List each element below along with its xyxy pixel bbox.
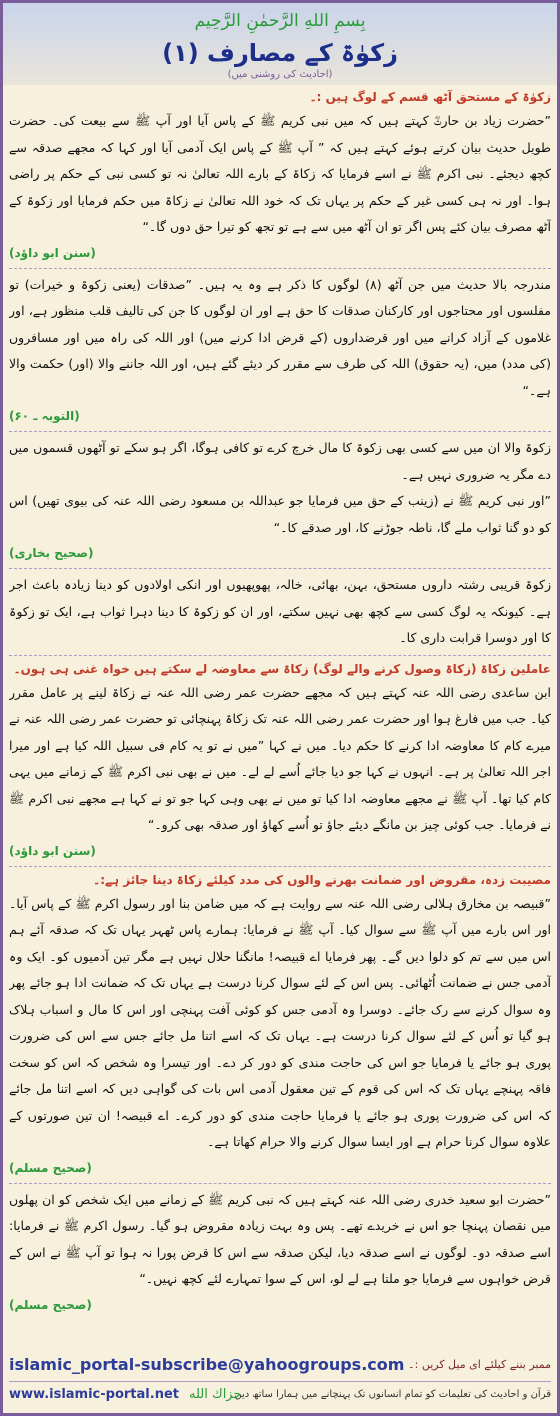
page-title: زکوٰۃ کے مصارف (۱) xyxy=(162,39,398,67)
section-heading: زکوٰۃ کے مستحق آٹھ قسم کے لوگ ہیں :۔ xyxy=(309,90,551,104)
section xyxy=(9,659,551,863)
section xyxy=(9,572,551,652)
source-reference: (صحیح مسلم) xyxy=(9,1297,92,1312)
section-divider xyxy=(9,866,551,867)
section-heading: مصیبت زدہ، مقروض اور ضمانت بھرنے والوں کی مدد کیلئے زکاۃ دینا جائز ہے:۔ xyxy=(93,872,551,887)
bismillah-heading: بِسمِ اللهِ الرَّحمٰنِ الرَّحِيم xyxy=(194,11,366,31)
paragraph: ”اور نبی کریم ﷺ نے (زینب کے حق میں فرمایا جو عبداللہ بن مسعود رضی اللہ عنہ کی بیوی تھیں) اس کو دو گنا ثواب ملے گا، ناطہ جوڑنے کا، اور صدقے کا۔“ xyxy=(9,493,551,535)
paragraph: ”قبیصہ بن مخارق ہلالی رضی اللہ عنہ سے روایت ہے کہ میں ضامن بنا اور رسول اکرم ﷺ کے پاس آیا۔ اور اس بارے میں آپ ﷺ سے سوال کیا۔ آپ ﷺ نے فرمایا: ہمارے پاس ٹھہر یہاں تک کہ صدقہ آئے ہم اس میں سے تم کو دلوا دیں گے۔ پھر فرمایا اے قبیصہ! مانگنا حلال نہیں ہے مگر تین آدمیوں کو۔ ایک وہ آدمی جس نے ضمانت اُٹھائی۔ پس اس کے لئے سوال کرنا درست ہے یہاں تک کہ ضمانت ادا ہو جائے پھر وہ سوال کرنے سے رک جائے۔ دوسرا وہ آدمی جس کو کوئی آفت پہنچی اور اس کا مال و اسباب ہلاک ہو گیا تو اُس کے لئے سوال کرنا درست ہے۔ یہاں تک کہ اسے اتنا مل جائے جس سے اس کی ضرورت پوری ہو جائے یا فرمایا جو اس کی حاجت مندی کو دور کر دے۔ اور تیسرا وہ شخص کہ اس کو سخت فاقہ پہنچے یہاں تک کہ اس کی قوم کے تین معقول آدمی اس بات کی گواہی دیں کہ اسے اتنا مل جائے کہ اس کی ضرورت پوری ہو جائے یا فرمایا حاجت مندی کو دور کرے۔ اے قبیصہ! ان تین صورتوں کے علاوہ سوال کرنا حرام ہے اور ایسا سوال کرنے والا حرام کھاتا ہے۔ xyxy=(9,895,551,1149)
source-reference: (صحیح بخاری) xyxy=(9,546,94,560)
paragraph: مندرجہ بالا حدیث میں جن آٹھ (۸) لوگوں کا ذکر ہے وہ یہ ہیں۔ ”صدقات (یعنی زکوۃ و خیرات) تو مفلسوں اور محتاجوں اور کارکنان صدقات کا حق ہے اور ان لوگوں کا جن کی تالیف قلب منظور ہے، اور غلاموں کے آزاد کرانے میں اور قرضداروں (کے قرض ادا کرنے میں) اور اللہ کی راہ میں اور مسافروں (کی مدد) میں، (یہ حقوق) اللہ کی طرف سے مقرر کر دیئے گئے ہیں، اور اللہ جاننے والا (اور) حکمت والا ہے۔“ xyxy=(9,276,551,398)
section xyxy=(9,1187,551,1317)
section-heading: عاملین زکاۃ (زکاۃ وصول کرنے والے لوگ) زکاۃ سے معاوضہ لے سکتے ہیں خواہ غنی ہی ہوں۔ xyxy=(13,661,551,676)
footer-site-row xyxy=(9,1383,551,1409)
subscribe-label: ممبر بننے کیلئے ای میل کریں :۔ xyxy=(408,1358,551,1371)
website-link[interactable]: www.islamic-portal.net xyxy=(9,1387,179,1402)
section xyxy=(9,87,551,265)
section-divider xyxy=(9,268,551,269)
paragraph: ابن ساعدی رضی اللہ عنہ کہتے ہیں کہ مجھے حضرت عمر رضی اللہ عنہ نے زکاۃ لینے پر عامل مقرر کیا۔ جب میں فارغ ہوا اور حضرت عمر رضی اللہ عنہ تک زکاۃ پہنچائی تو حضرت عمر رضی اللہ عنہ نے میرے کام کا معاوضہ ادا کرنے کا حکم دیا۔ میں نے کہا ”میں نے تو یہ کام فی سبیل اللہ کیا ہے اور میرا اجر اللہ تعالیٰ پر ہے۔ انہوں نے کہا جو دیا جائے اُسے لے لے۔ میں نے بھی نبی اکرم ﷺ کے زمانے میں یہی کام کیا تھا۔ آپ ﷺ نے مجھے معاوضہ ادا کیا تو میں نے بھی وہی کہا جو تو نے کہا ہے مجھے نبی اکرم ﷺ نے فرمایا۔ جب کوئی چیز بن مانگے دیئے جاؤ تو اُسے کھاؤ اور صدقہ بھی کرو۔“ xyxy=(9,684,551,832)
source-reference: (سنن ابو داؤد) xyxy=(9,843,96,858)
footer-divider xyxy=(9,1381,551,1382)
section-divider xyxy=(9,568,551,569)
page-subtitle: (احادیث کی روشنی میں) xyxy=(227,69,333,80)
paragraph: زکوۃ والا ان میں سے کسی بھی زکوۃ کا مال خرچ کرے تو کافی ہوگا، اگر ہو سکے تو آٹھوں قسموں میں دے مگر یہ ضروری نہیں ہے۔ xyxy=(9,440,551,482)
footer-subscribe-row xyxy=(9,1353,551,1381)
section xyxy=(9,435,551,565)
appeal-text: قرآن و احادیث کی تعلیمات کو تمام انسانوں تک پہنچانے میں ہمارا ساتھ دیں۔ xyxy=(228,1389,551,1400)
footer xyxy=(3,1349,557,1413)
section-divider xyxy=(9,431,551,432)
source-reference: (التوبہ ـ ۶۰) xyxy=(9,409,80,423)
paragraph: ”حضرت ابو سعید خدری رضی اللہ عنہ کہتے ہیں کہ نبی کریم ﷺ کے زمانے میں ایک شخص کو ان پھلوں میں نقصان پہنچا جو اس نے خریدے تھے۔ پس وہ بہت زیادہ مقروض ہو گیا۔ رسول اکرم ﷺ نے فرمایا: اسے صدقہ دو۔ لوگوں نے اسے صدقہ دیا، لیکن صدقہ سے اس کا قرض پورا نہ ہوا تو آپ ﷺ نے اس کے قرض خواہوں سے فرمایا جو ملتا ہے لے لو، اس کے سوا تمہارے لئے کچھ نہیں۔“ xyxy=(9,1191,551,1286)
section xyxy=(9,272,551,429)
section xyxy=(9,870,551,1180)
source-reference: (سنن ابو داؤد) xyxy=(9,245,96,260)
subscribe-email-link[interactable]: islamic_portal-subscribe@yahoogroups.com xyxy=(9,1355,405,1374)
section-divider xyxy=(9,1183,551,1184)
section-divider xyxy=(9,655,551,656)
paragraph: ”حضرت زیاد بن حارثؓ کہتے ہیں کہ میں نبی کریم ﷺ کے پاس آیا اور آپ ﷺ سے بیعت کی۔ حضرت طویل حدیث بیان کرتے ہوئے کہتے ہیں کہ ” آپ ﷺ کے پاس ایک آدمی آیا اور کہا کہ مجھے صدقہ سے کچھ دیجئے۔ نبی اکرم ﷺ نے اسے فرمایا کہ زکاۃ کے بارے اللہ تعالیٰ نہ تو کسی نبی کے حکم پر راضی ہوا۔ اور نہ ہی کسی غیر کے حکم پر یہاں تک کہ خود اللہ تعالیٰ نے زکاۃ میں حکم فرمایا اور زکوۃ کے آٹھ مصرف بیان کئے پس اگر تو ان آٹھ میں سے ہے تو تجھ کو تیرا حق دوں گا۔“ xyxy=(9,113,551,234)
thanks-text: جزاك الله xyxy=(189,1387,242,1402)
source-reference: (صحیح مسلم) xyxy=(9,1160,92,1175)
paragraph: زکوۃ قریبی رشتہ داروں مستحق، بہن، بھائی، خالہ، پھوپھیوں اور انکی اولادوں کو دینا زیادہ باعث اجر ہے۔ کیونکہ یہ لوگ کسی سے کچھ بھی نہیں سکتے، اور ان کو زکوۃ کا دینا دہرا ثواب ہے، ایک تو زکوۃ کا اور دوسرا قرابت داری کا۔ xyxy=(9,577,551,645)
article-body xyxy=(9,87,551,1347)
